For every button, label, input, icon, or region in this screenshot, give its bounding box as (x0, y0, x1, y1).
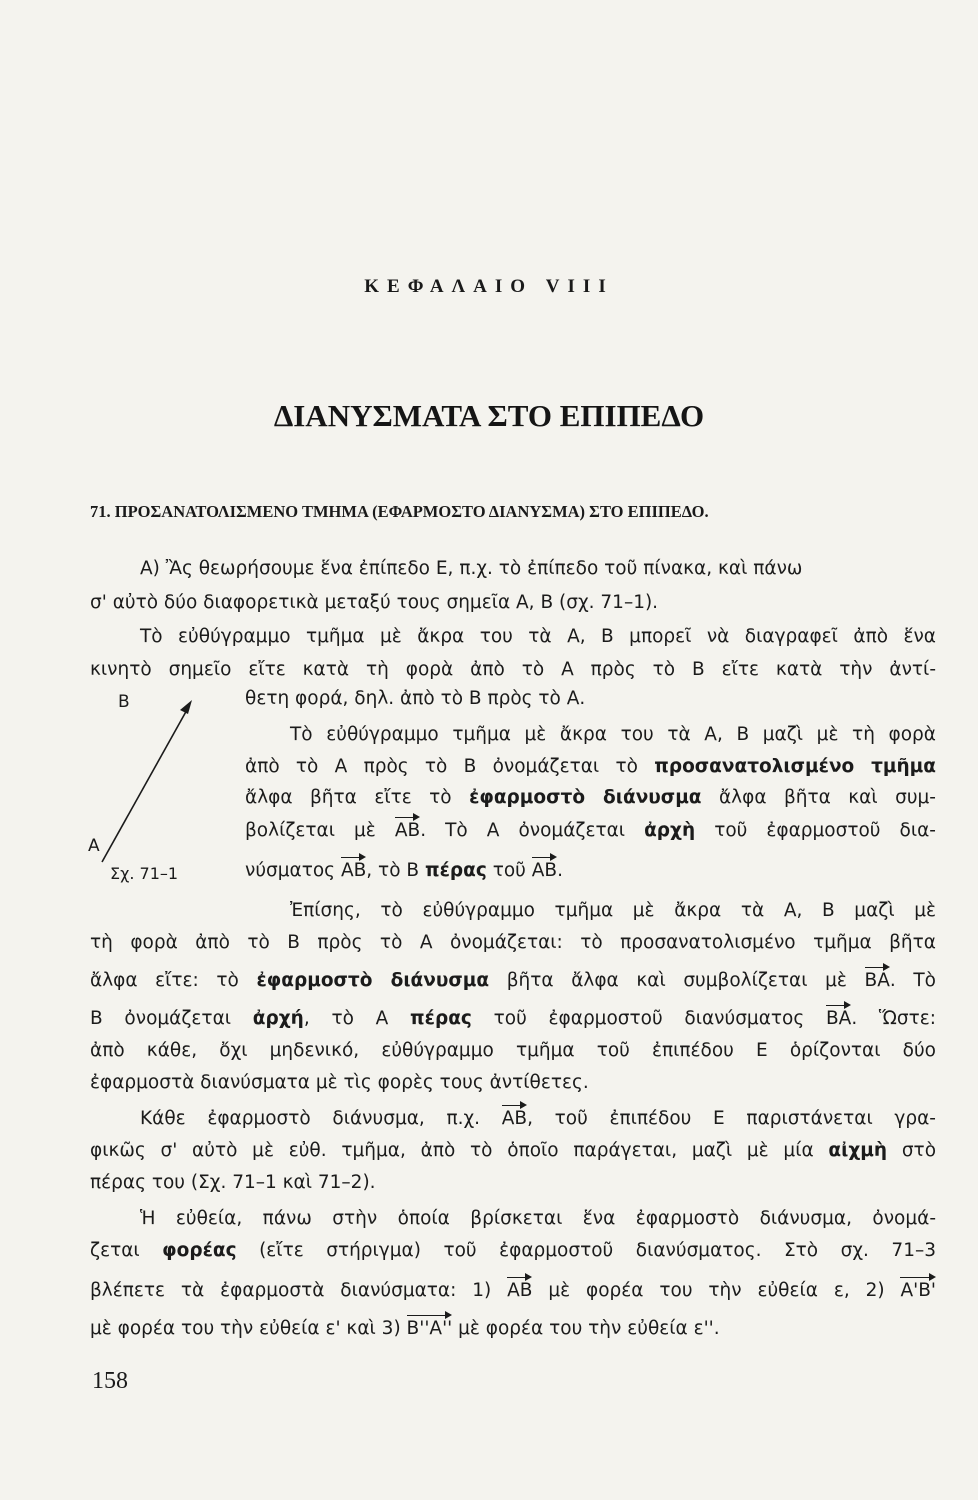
term-origin: ἀρχὴ (644, 820, 696, 841)
text-line: σ' αὐτὸ δύο διαφορετικὰ μεταξύ τους σημεῖα Α, Β (σχ. 71–1). (90, 592, 659, 613)
text-line: Ἡ εὐθεία, πάνω στὴν ὁποία βρίσκεται ἕνα ἐφαρμοστὸ διάνυσμα, ὀνομά- (140, 1208, 936, 1229)
vector-ba: ΒΑ (864, 970, 890, 991)
text-line: βολίζεται μὲ ΑΒ. Τὸ Α ὀνομάζεται ἀρχὴ τοῦ ἐφαρμοστοῦ δια- (245, 820, 936, 841)
text-line: ἀπὸ τὸ Α πρὸς τὸ Β ὀνομάζεται τὸ προσανατολισμένο τμῆμα (245, 756, 937, 777)
term-end: πέρας (410, 1008, 472, 1029)
vector-ab: ΑΒ (394, 820, 421, 841)
text-line: ζεται φορέας (εἴτε στήριγμα) τοῦ ἐφαρμοστοῦ διανύσματος. Στὸ σχ. 71–3 (90, 1240, 936, 1261)
vector-a1b1: Α'Β' (900, 1280, 937, 1301)
text-line: Τὸ εὐθύγραμμο τμῆμα μὲ ἄκρα του τὰ Α, Β μπορεῖ νὰ διαγραφεῖ ἀπὸ ἕνα (140, 626, 936, 647)
text-line: θετη φορά, δηλ. ἀπὸ τὸ Β πρὸς τὸ Α. (245, 688, 586, 709)
page-number: 158 (92, 1368, 128, 1394)
arrowhead-icon (180, 700, 192, 714)
term-oriented-segment: προσανατολισμένο τμῆμα (654, 756, 937, 777)
text-line: Α) Ἂς θεωρήσουμε ἕνα ἐπίπεδο Ε, π.χ. τὸ ἐπίπεδο τοῦ πίνακα, καὶ πάνω (140, 558, 803, 579)
text-line: ἀπὸ κάθε, ὄχι μηδενικό, εὐθύγραμμο τμῆμα τοῦ ἐπιπέδου Ε ὁρίζονται δύο (90, 1040, 936, 1061)
text-line: Β ὀνομάζεται ἀρχή, τὸ Α πέρας τοῦ ἐφαρμοστοῦ διανύσματος ΒΑ. Ὥστε: (90, 1008, 937, 1029)
vector-ab: ΑΒ (501, 1108, 528, 1129)
page-title: ΔΙΑΝΥΣΜΑΤΑ ΣΤΟ ΕΠΙΠΕΔΟ (273, 398, 705, 433)
vector-b2a2: Β''Α'' (406, 1318, 453, 1339)
term-end: πέρας (424, 860, 487, 881)
chapter-heading: ΚΕΦΑΛΑΙΟ VIII (364, 276, 614, 297)
term-origin: ἀρχή (252, 1008, 304, 1029)
term-applied-vector: ἐφαρμοστὸ διάνυσμα (469, 787, 702, 808)
text-line: νύσματος ΑΒ, τὸ Β πέρας τοῦ ΑΒ. (245, 860, 564, 881)
text-line: μὲ φορέα του τὴν εὐθεία ε' καὶ 3) Β''Α'' μὲ φορέα του τὴν εὐθεία ε''. (90, 1318, 720, 1339)
vector-ab: ΑΒ (507, 1280, 533, 1301)
text-line: φικῶς σ' αὐτὸ μὲ εὐθ. τμῆμα, ἀπὸ τὸ ὁποῖο παράγεται, μαζὶ μὲ μία αἰχμὴ στὸ (90, 1140, 937, 1161)
section-heading: 71. ΠΡΟΣΑΝΑΤΟΛΙΣΜΕΝΟ ΤΜΗΜΑ (ΕΦΑΡΜΟΣΤΟ ΔΙΑΝΥΣΜΑ) ΣΤΟ ΕΠΙΠΕΔΟ. (90, 502, 709, 521)
vector-ba: ΒΑ (825, 1008, 852, 1029)
vector-ab: ΑΒ (340, 860, 367, 881)
vector-ab: ΑΒ (531, 860, 558, 881)
text-line: πέρας του (Σχ. 71–1 καὶ 71–2). (90, 1172, 376, 1193)
text-line: κινητὸ σημεῖο εἴτε κατὰ τὴ φορὰ ἀπὸ τὸ Α πρὸς τὸ Β εἴτε κατὰ τὴν ἀντί- (90, 659, 936, 680)
figure-71-1 (80, 680, 230, 890)
text-line: βλέπετε τὰ ἐφαρμοστὰ διανύσματα: 1) ΑΒ μὲ φορέα του τὴν εὐθεία ε, 2) Α'Β' (90, 1280, 937, 1301)
text-line: ἄλφα εἴτε: τὸ ἐφαρμοστὸ διάνυσμα βῆτα ἄλφα καὶ συμβολίζεται μὲ ΒΑ. Τὸ (90, 970, 936, 991)
term-arrowhead: αἰχμὴ (828, 1140, 888, 1161)
text-line: Τὸ εὐθύγραμμο τμῆμα μὲ ἄκρα του τὰ Α, Β μαζὶ μὲ τὴ φορὰ (290, 724, 936, 745)
term-applied-vector: ἐφαρμοστὸ διάνυσμα (256, 970, 490, 991)
text-line: ἐφαρμοστὰ διανύσματα μὲ τὶς φορὲς τους ἀντίθετες. (90, 1072, 589, 1093)
figure-label-a: Α (88, 836, 100, 856)
text-line: Κάθε ἐφαρμοστὸ διάνυσμα, π.χ. ΑΒ, τοῦ ἐπιπέδου Ε παριστάνεται γρα- (140, 1108, 936, 1129)
text-line: Ἐπίσης, τὸ εὐθύγραμμο τμῆμα μὲ ἄκρα τὰ Α, Β μαζὶ μὲ (290, 900, 936, 921)
figure-label-b: Β (118, 692, 130, 712)
term-carrier: φορέας (162, 1240, 237, 1261)
text-line: ἄλφα βῆτα εἴτε τὸ ἐφαρμοστὸ διάνυσμα ἄλφα βῆτα καὶ συμ- (245, 787, 936, 808)
figure-caption: Σχ. 71–1 (110, 864, 179, 883)
text-line: τὴ φορὰ ἀπὸ τὸ Β πρὸς τὸ Α ὀνομάζεται: τὸ προσανατολισμένο τμῆμα βῆτα (90, 932, 936, 953)
vector-line (102, 708, 188, 862)
